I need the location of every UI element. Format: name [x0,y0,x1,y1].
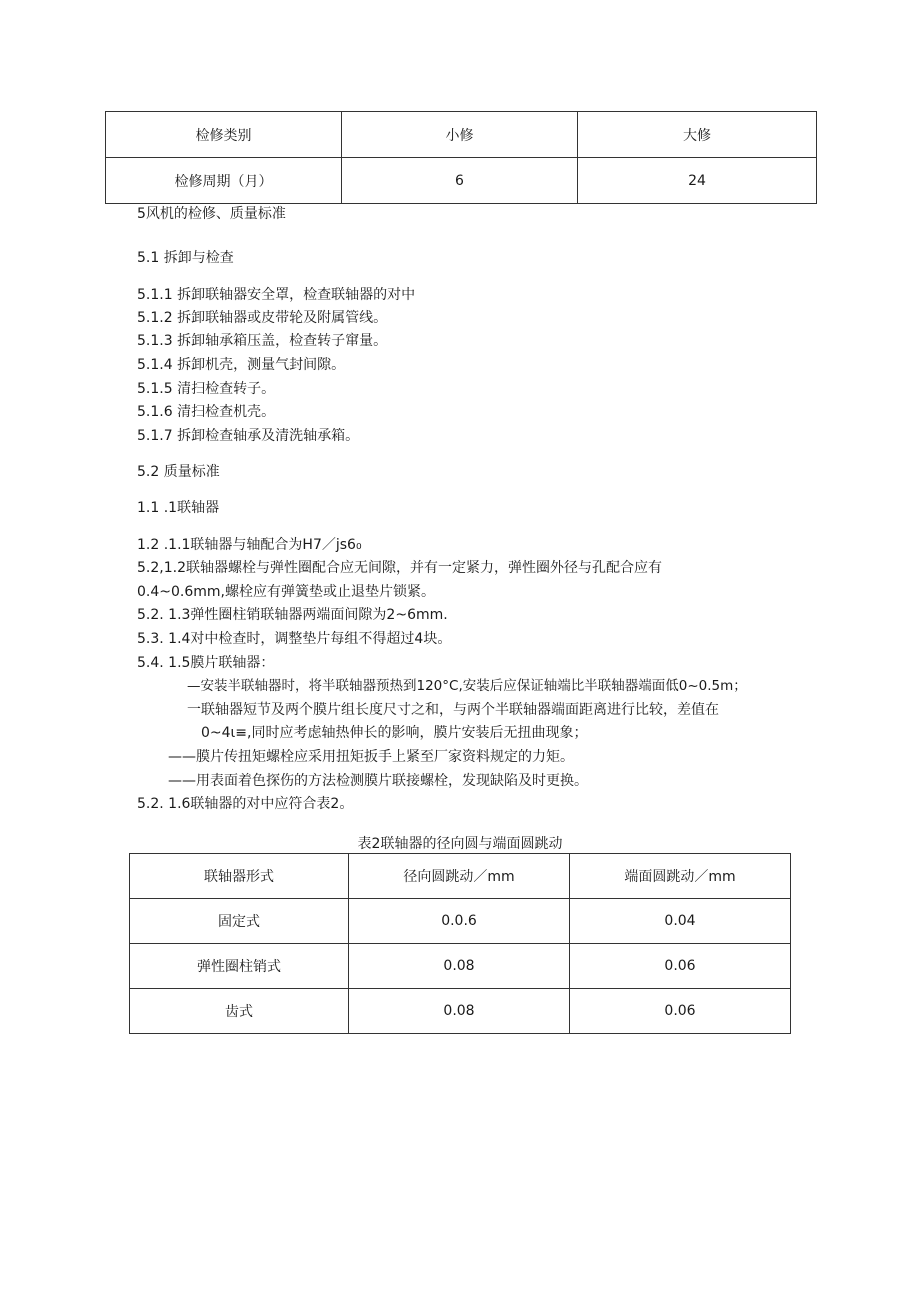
table-row [130,989,791,1034]
paragraph-line: 5.2. 1.3弹性圈柱销联轴器两端面间隙为2~6mm. [137,607,448,623]
table-cell: 0.04 [570,899,791,944]
table-header-row [106,112,817,158]
paragraph-line: 5.1.7 拆卸检查轴承及清洗轴承箱。 [137,428,360,444]
paragraph-line: 5.2,1.2联轴器螺栓与弹性圈配合应无间隙，并有一定紧力，弹性圈外径与孔配合应有 [137,560,662,576]
table-header-cell: 大修 [578,112,817,158]
paragraph-line: 5.1.2 拆卸联轴器或皮带轮及附属管线。 [137,310,388,326]
paragraph-line: 0.4~0.6mm,螺栓应有弹簧垫或止退垫片锁紧。 [137,584,435,600]
table-cell: 0.0.6 [349,899,570,944]
table-cell: 固定式 [130,899,349,944]
coupling-runout-table [129,853,791,1034]
table-row [106,158,817,204]
table-header-cell: 径向圆跳动／mm [349,854,570,899]
table-cell: 0.08 [349,944,570,989]
table-header-cell: 检修类别 [106,112,342,158]
table-cell: 检修周期（月） [106,158,342,204]
paragraph-line: 5.3. 1.4对中检查时，调整垫片每组不得超过4块。 [137,631,452,647]
table-cell: 0.06 [570,989,791,1034]
paragraph-line: ——膜片传扭矩螺栓应采用扭矩扳手上紧至厂家资料规定的力矩。 [168,749,574,765]
paragraph-line: 5.1.5 清扫检查转子。 [137,381,276,397]
section-heading: 5风机的检修、质量标准 [137,206,286,222]
table-cell: 24 [578,158,817,204]
paragraph-line: 5.1.1 拆卸联轴器安全罩，检查联轴器的对中 [137,287,416,303]
paragraph-line: 5.1.4 拆卸机壳，测量气封间隙。 [137,357,346,373]
table-cell: 0.06 [570,944,791,989]
table-header-cell: 小修 [342,112,578,158]
paragraph-line: ——用表面着色探伤的方法检测膜片联接螺栓，发现缺陷及时更换。 [168,773,588,789]
paragraph-line: 5.4. 1.5膜片联轴器： [137,655,275,671]
paragraph-line: 一联轴器短节及两个膜片组长度尺寸之和，与两个半联轴器端面距离进行比较，差值在 [187,702,719,718]
paragraph-line: 1.2 .1.1联轴器与轴配合为H7／js6₀ [137,537,362,553]
subsection-heading: 5.2 质量标准 [137,464,220,480]
table-cell: 弹性圈柱销式 [130,944,349,989]
paragraph-line: 5.1.6 清扫检查机壳。 [137,404,276,420]
table-row [130,944,791,989]
paragraph-line: 5.2. 1.6联轴器的对中应符合表2。 [137,796,354,812]
paragraph-line: 5.1.3 拆卸轴承箱压盖，检查转子窜量。 [137,333,388,349]
table-cell: 0.08 [349,989,570,1034]
table-cell: 齿式 [130,989,349,1034]
table-header-row [130,854,791,899]
table-header-cell: 端面圆跳动／mm [570,854,791,899]
paragraph-line: —安装半联轴器时，将半联轴器预热到120°C,安装后应保证轴端比半联轴器端面低0~0.5m； [187,678,747,694]
table-caption: 表2联轴器的径向圆与端面圆跳动 [357,836,563,852]
table-cell: 6 [342,158,578,204]
paragraph-line: 0~4ι≡,同时应考虑轴热伸长的影响，膜片安装后无扭曲现象； [201,725,588,741]
table-row [130,899,791,944]
maintenance-cycle-table [105,111,817,204]
table-header-cell: 联轴器形式 [130,854,349,899]
paragraph-line: 1.1 .1联轴器 [137,500,220,516]
subsection-heading: 5.1 拆卸与检查 [137,250,234,266]
